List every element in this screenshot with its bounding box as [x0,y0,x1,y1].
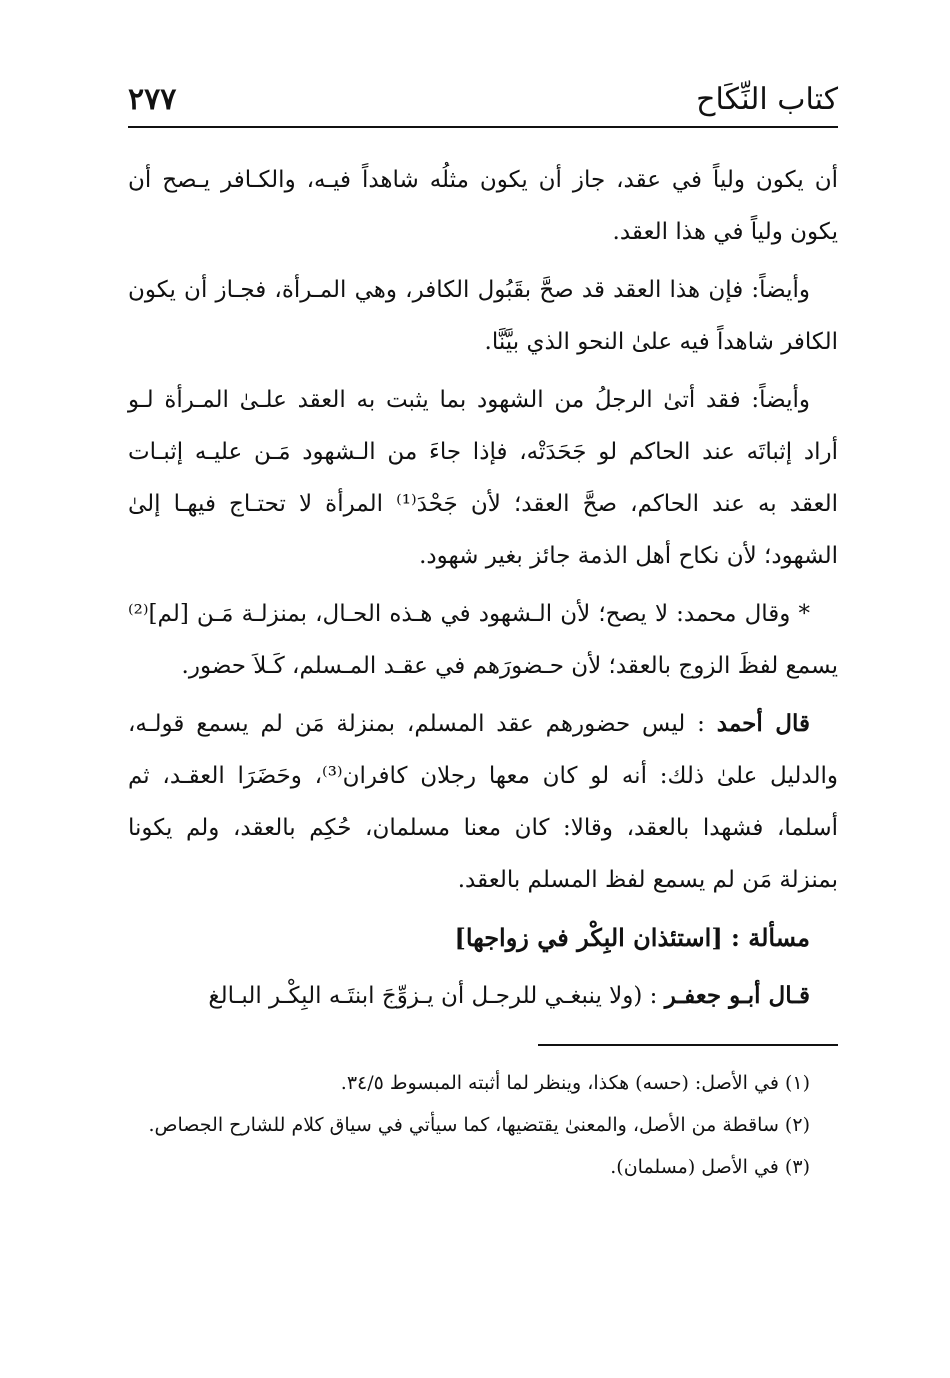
paragraph: وأيضاً: فقد أتىٰ الرجلُ من الشهود بما يثبت به العقد علـىٰ المـرأة لـو أراد إثباتَه عند الحاكم لو جَحَدَتْه، فإذا جاءَ من الـشهود مَـن عليـه إثبـات العقد به عند الحاكم، صحَّ العقد؛ لأن جَحْدَ⁽¹⁾ المرأة لا تحتـاج فيهـا إلىٰ الشهود؛ لأن نكاح أهل الذمة جائز بغير شهود. [128,387,838,569]
book-page [128,82,838,1188]
main-text [128,154,838,1022]
running-header [128,82,838,128]
speaker-label: قال أحمد [716,710,811,737]
footnote: (١) في الأصل: (حسه) هكذا، وينظر لما أثبته المبسوط ٣٤/٥. [340,1072,810,1094]
paragraph-ahmad [128,698,838,906]
footnote: (٢) ساقطة من الأصل، والمعنىٰ يقتضيها، كما سيأتي في سياق كلام للشارح الجصاص. [148,1114,810,1136]
speaker-label: قـال أبـو جعفـر [664,982,810,1009]
section-heading: مسألة : [استئذان البِكْر في زواجها] [454,923,810,952]
paragraph-text: : (ولا ينبغـي للرجـل أن يـزوِّجَ ابنتَـه البِكْـر البـالغ [208,983,658,1009]
paragraph-last [128,970,838,1022]
footnote-divider [538,1044,838,1046]
paragraph: * وقال محمد: لا يصح؛ لأن الـشهود في هـذه الحـال، بمنزلـة مَـن [لم]⁽²⁾ يسمع لفظَ الزوج بالعقد؛ لأن حـضورَهم في عقـد المـسلم، كَـلاَ حضور. [128,601,838,679]
paragraph: أن يكون ولياً في عقد، جاز أن يكون مثلُه شاهداً فيـه، والكـافر يـصح أن يكون ولياً في هذا العقد. [128,167,838,245]
book-title: كتاب النِّكَاح [696,82,838,117]
footnote: (٣) في الأصل (مسلمان). [610,1156,810,1178]
paragraph-text: : ليس حضورهم عقد المسلم، بمنزلة مَن لم يسمع قولـه، والدليل علىٰ ذلك: أنه لو كان معها رجلان كافران⁽³⁾، وحَضَرَا العقـد، ثم أسلما، فشهدا بالعقد، وقالا: كان معنا مسلمان، حُكِم بالعقد، ولم يكونا بمنزلة مَن لم يسمع لفظ المسلم بالعقد. [128,711,838,893]
footnotes [128,1062,838,1188]
paragraph: وأيضاً: فإن هذا العقد قد صحَّ بقَبُول الكافر، وهي المـرأة، فجـاز أن يكون الكافر شاهداً فيه علىٰ النحو الذي بيَّنَّا. [128,277,838,355]
page-number: ٢٧٧ [128,82,177,117]
